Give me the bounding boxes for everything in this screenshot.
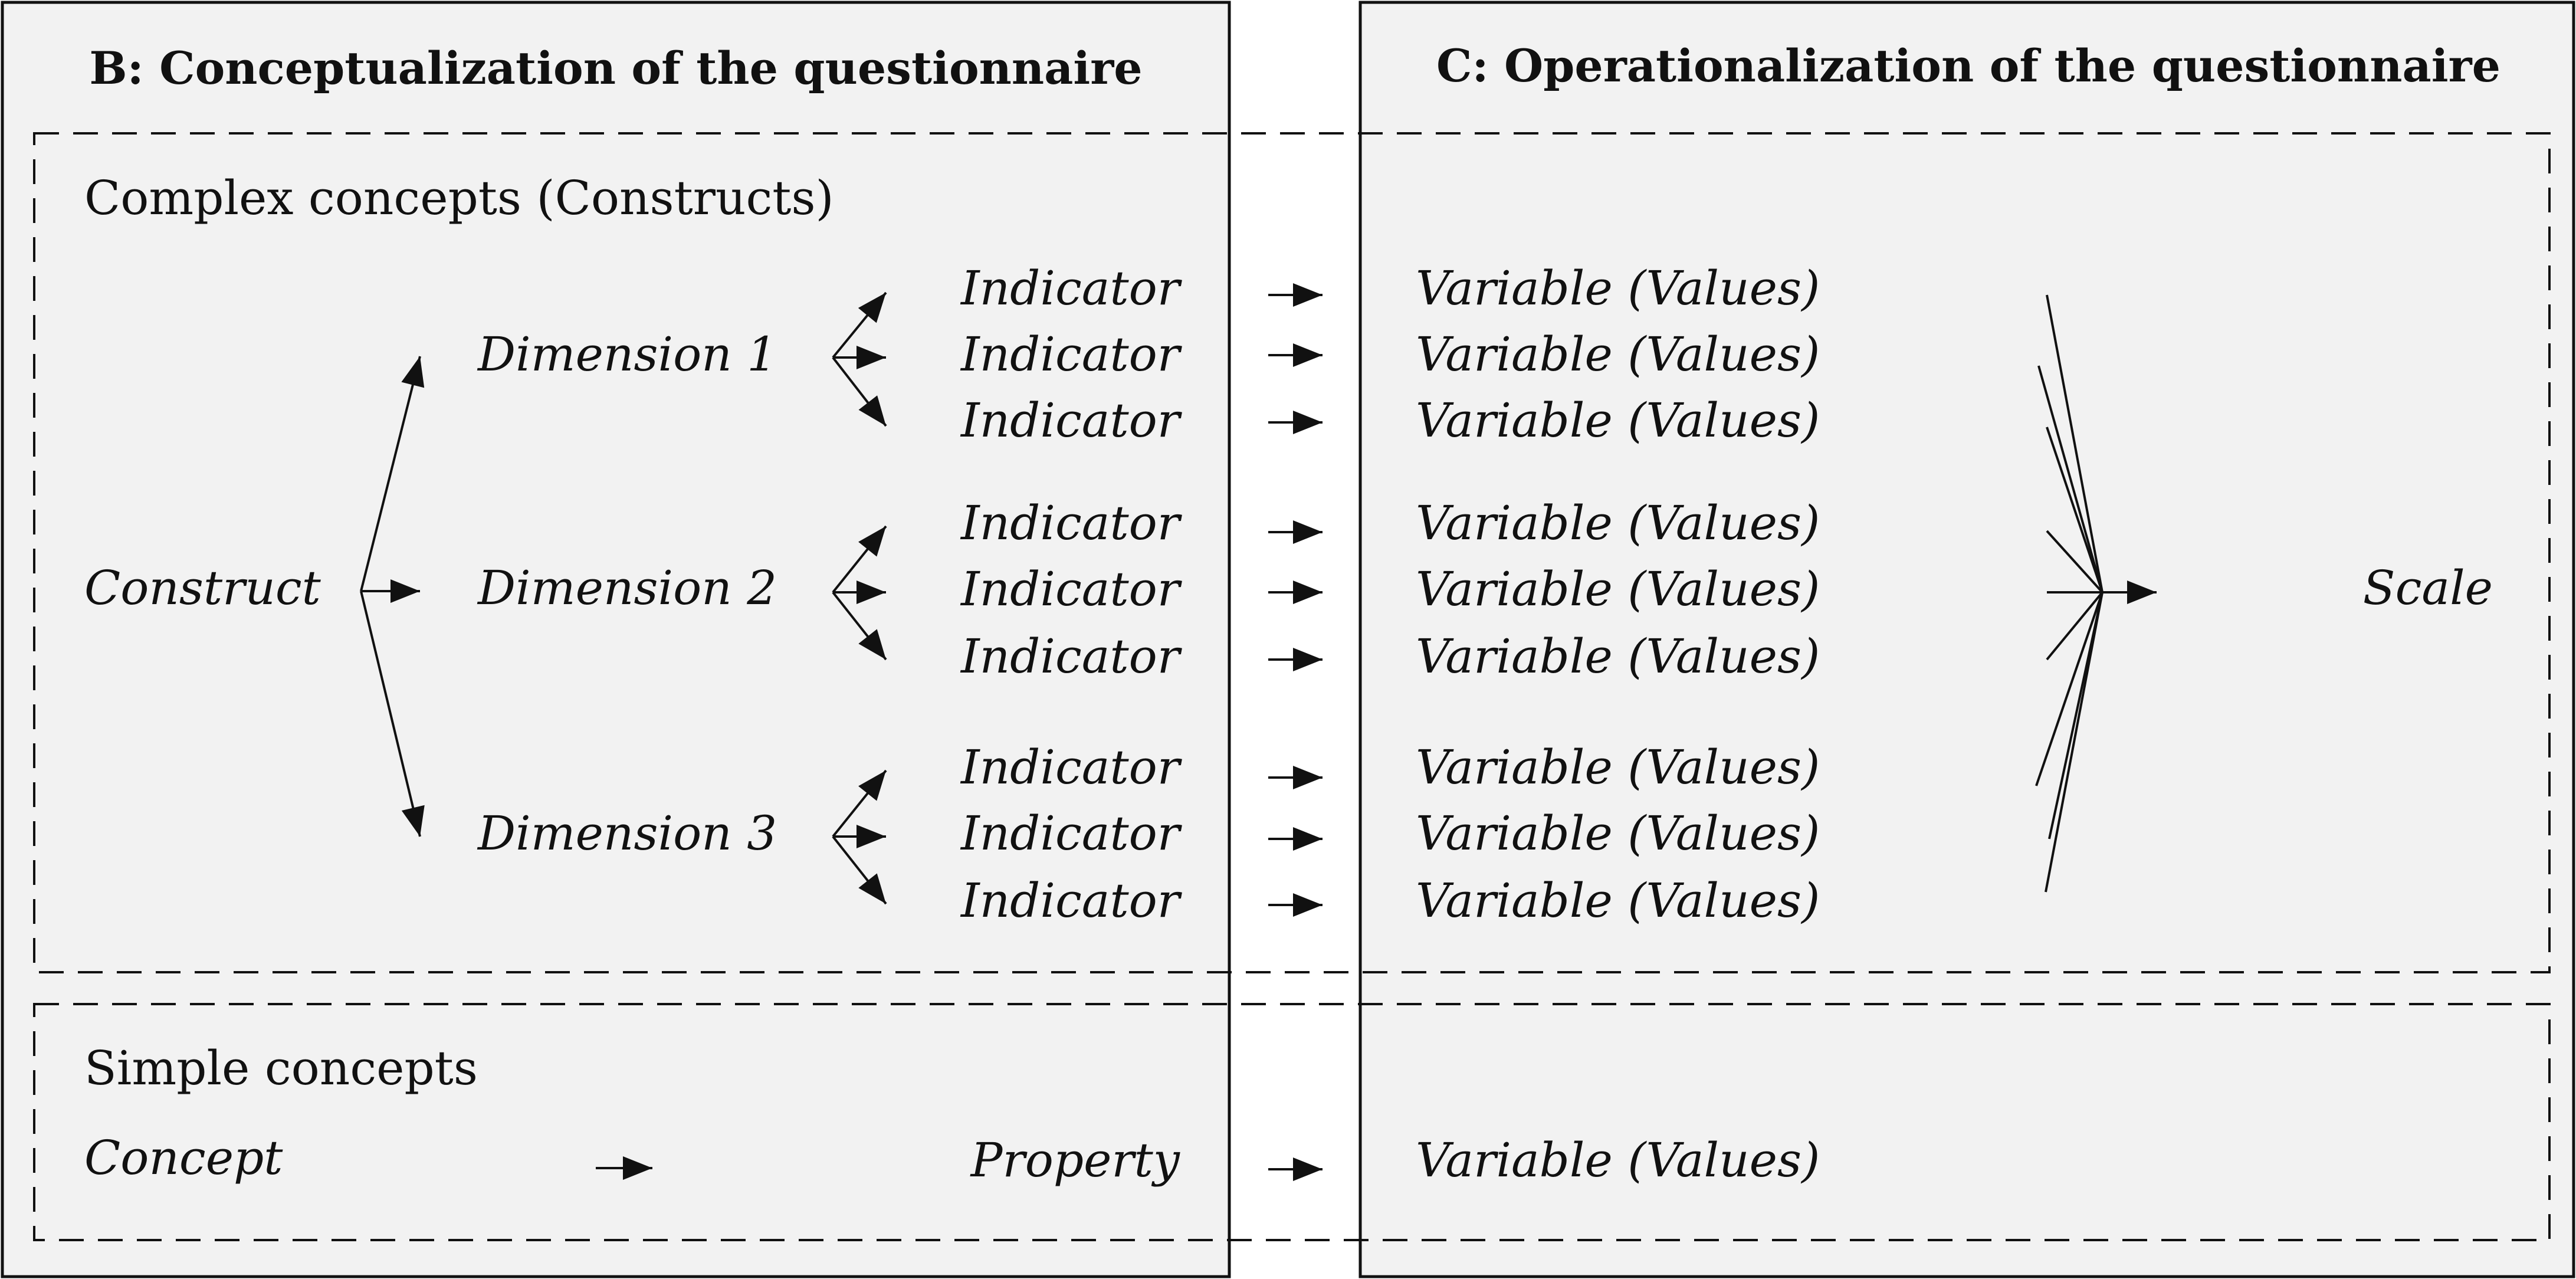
property-label: Property (970, 1133, 1180, 1188)
indicator-label: Indicator (961, 629, 1180, 684)
variable-label: Variable (Values) (1416, 393, 1820, 448)
construct-label: Construct (84, 560, 321, 615)
variable-label: Variable (Values) (1416, 562, 1820, 616)
variable-label: Variable (Values) (1416, 327, 1820, 382)
variable-label: Variable (Values) (1416, 806, 1820, 861)
indicator-label: Indicator (961, 562, 1180, 616)
variable-label: Variable (Values) (1416, 873, 1820, 928)
scale-label: Scale (2362, 560, 2493, 615)
simple-variable-label: Variable (Values) (1416, 1133, 1820, 1188)
indicator-label: Indicator (961, 327, 1180, 382)
dimension-label: Dimension 1 (478, 327, 777, 382)
dimension-label: Dimension 2 (478, 560, 777, 615)
complex-concepts-heading: Complex concepts (Constructs) (84, 170, 834, 225)
dimension-label: Dimension 3 (478, 806, 777, 861)
indicator-label: Indicator (961, 740, 1180, 795)
panel-b-title: B: Conceptualization of the questionnaire (89, 42, 1143, 94)
indicator-label: Indicator (961, 496, 1180, 550)
indicator-to-variable-arrows (1268, 295, 1323, 905)
variable-label: Variable (Values) (1416, 629, 1820, 684)
variable-label: Variable (Values) (1416, 496, 1820, 550)
indicator-label: Indicator (961, 806, 1180, 861)
simple-concepts-heading: Simple concepts (84, 1041, 478, 1096)
concept-label: Concept (84, 1130, 283, 1185)
panel-c-title: C: Operationalization of the questionnaire (1436, 40, 2500, 92)
indicator-label: Indicator (961, 261, 1180, 316)
indicator-label: Indicator (961, 393, 1180, 448)
variable-label: Variable (Values) (1416, 740, 1820, 795)
indicator-column (960, 261, 1183, 928)
indicator-label: Indicator (961, 873, 1180, 928)
variable-column (1416, 261, 1820, 928)
variable-label: Variable (Values) (1416, 261, 1820, 316)
